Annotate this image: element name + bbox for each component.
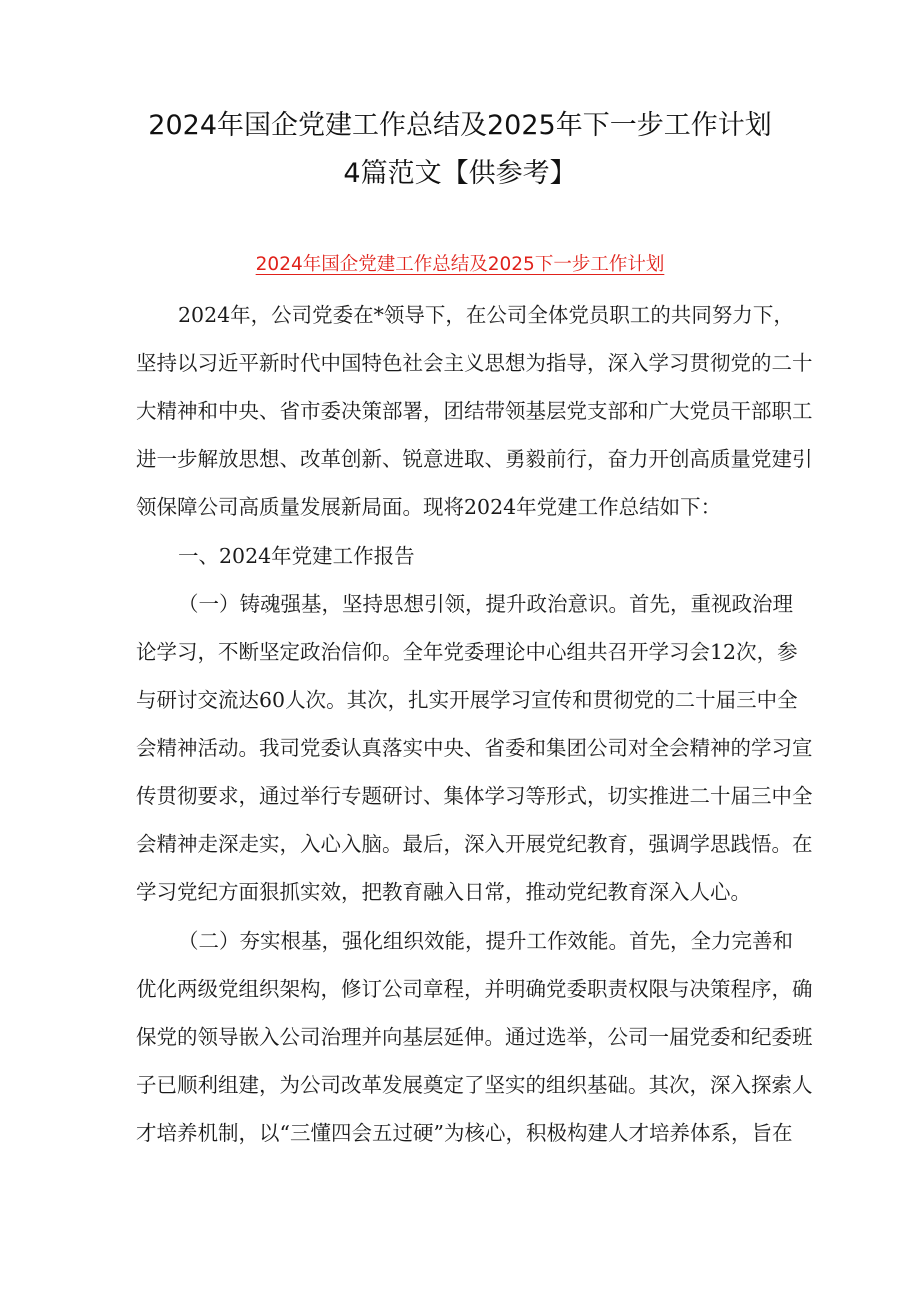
para2-line-5: 才培养机制，以“三懂四会五过硬”为核心，积极构建人才培养体系，旨在 xyxy=(136,1121,793,1145)
para1-line-5: 传贯彻要求，通过举行专题研讨、集体学习等形式，切实推进二十届三中全 xyxy=(136,784,813,808)
para1-line-3: 与研讨交流达60人次。其次，扎实开展学习宣传和贯彻党的二十届三中全 xyxy=(136,688,798,712)
para1-line-2: 论学习，不断坚定政治信仰。全年党委理论中心组共召开学习会12次，参 xyxy=(136,640,798,664)
intro-line-3: 大精神和中央、省市委决策部署，团结带领基层党支部和广大党员干部职工 xyxy=(136,399,813,423)
part-heading: 一、2024年党建工作报告 xyxy=(178,544,415,568)
para2-line-3: 保党的领导嵌入公司治理并向基层延伸。通过选举，公司一届党委和纪委班 xyxy=(136,1025,813,1049)
para1-line-7: 学习党纪方面狠抓实效，把教育融入日常，推动党纪教育深入人心。 xyxy=(136,880,751,904)
intro-line-1: 2024年，公司党委在*领导下，在公司全体党员职工的共同努力下， xyxy=(178,303,794,327)
para1-line-1: （一）铸魂强基，坚持思想引领，提升政治意识。首先，重视政治理 xyxy=(178,592,793,616)
intro-line-5: 领保障公司高质量发展新局面。现将2024年党建工作总结如下： xyxy=(136,495,722,519)
para2-line-1: （二）夯实根基，强化组织效能，提升工作效能。首先，全力完善和 xyxy=(178,929,793,953)
document-title-line-2: 4篇范文【供参考】 xyxy=(343,158,577,189)
document-title-line-1: 2024年国企党建工作总结及2025年下一步工作计划 xyxy=(148,110,772,141)
para2-line-2: 优化两级党组织架构，修订公司章程，并明确党委职责权限与决策程序，确 xyxy=(136,977,813,1001)
intro-line-2: 坚持以习近平新时代中国特色社会主义思想为指导，深入学习贯彻党的二十 xyxy=(136,351,813,375)
para1-line-6: 会精神走深走实，入心入脑。最后，深入开展党纪教育，强调学思践悟。在 xyxy=(136,832,813,856)
para2-line-4: 子已顺利组建，为公司改革发展奠定了坚实的组织基础。其次，深入探索人 xyxy=(136,1073,813,1097)
intro-line-4: 进一步解放思想、改革创新、锐意进取、勇毅前行，奋力开创高质量党建引 xyxy=(136,447,813,471)
para1-line-4: 会精神活动。我司党委认真落实中央、省委和集团公司对全会精神的学习宣 xyxy=(136,736,813,760)
section-heading-link[interactable]: 2024年国企党建工作总结及2025下一步工作计划 xyxy=(255,254,665,275)
